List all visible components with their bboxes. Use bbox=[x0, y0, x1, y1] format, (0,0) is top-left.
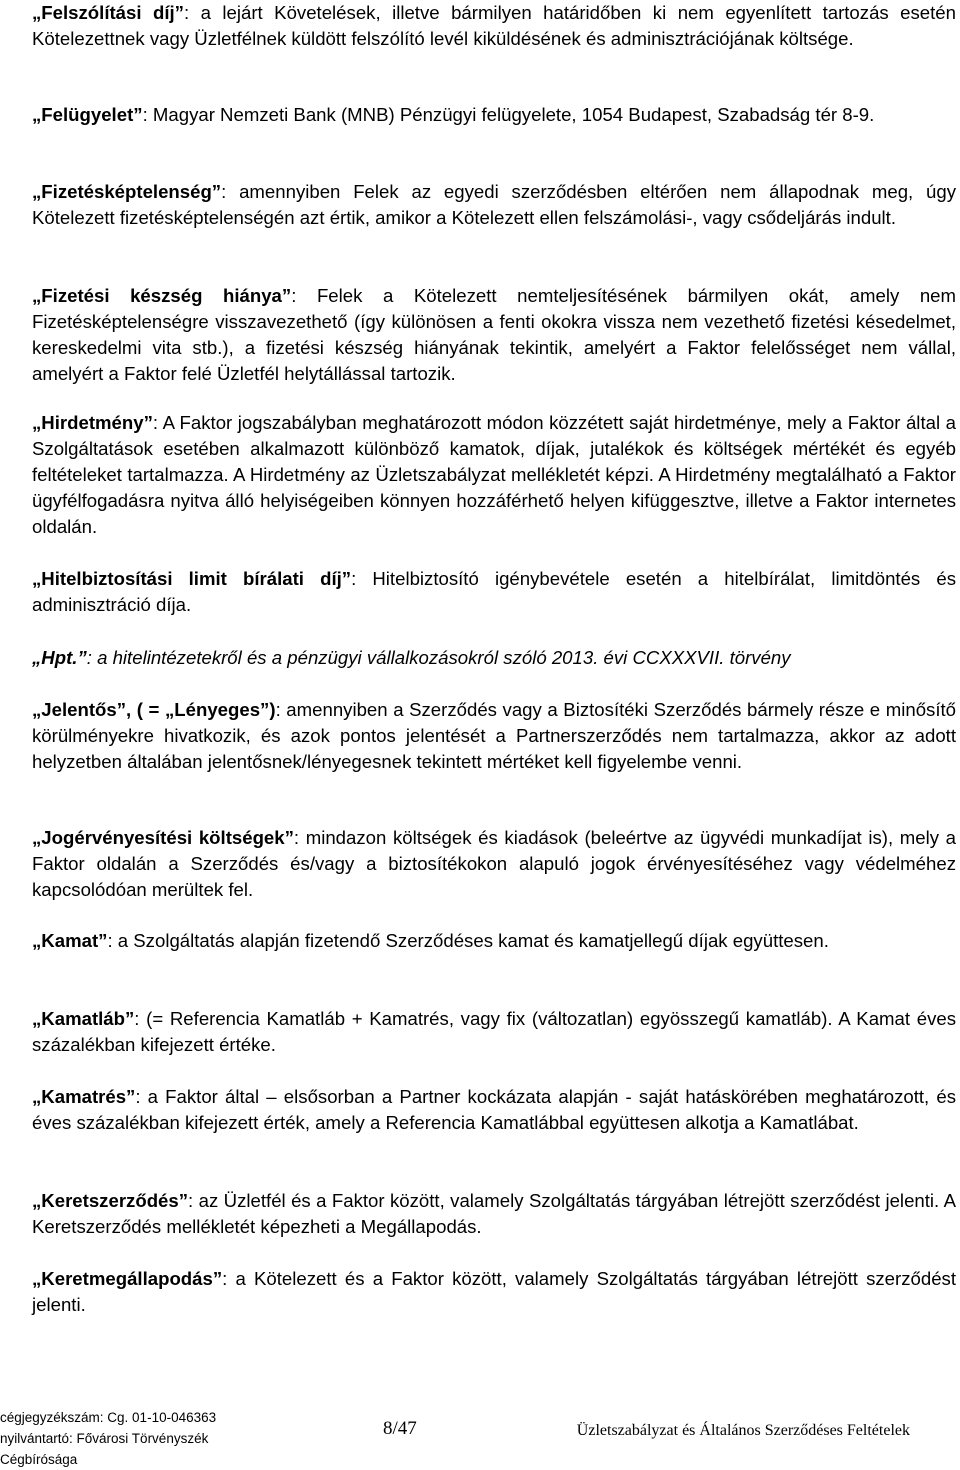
definition-keretszerzodes bbox=[32, 1188, 956, 1240]
definition-fizetesi-keszseg-hianya bbox=[32, 283, 956, 387]
definition-felugyelet bbox=[32, 102, 956, 128]
definition-hirdetmeny bbox=[32, 410, 956, 540]
definition-text: : Magyar Nemzeti Bank (MNB) Pénzügyi felügyelete, 1054 Budapest, Szabadság tér 8-9. bbox=[142, 104, 875, 125]
definition-text: : a Faktor által – elsősorban a Partner kockázata alapján - saját hatáskörében meghatározott, és éves százalékban kifejezett érték, amely a Referencia Kamatlábbal együttesen alkotja a Kamatlábat. bbox=[32, 1086, 956, 1133]
definition-term: „Hirdetmény” bbox=[32, 412, 153, 433]
definition-term: „Fizetési készség hiánya” bbox=[32, 285, 292, 306]
definition-text: : a hitelintézetekről és a pénzügyi vállalkozásokról szóló 2013. évi CCXXXVII. törvény bbox=[86, 647, 791, 668]
definition-text: : A Faktor jogszabályban meghatározott módon közzétett saját hirdetménye, mely a Faktor által a Szolgáltatások esetében alkalmazott különböző kamatok, díjak, jutalékok és költségek mértékét és egyéb feltételeket tartalmazza. A Hirdetmény az Üzletszabályzat mellékletét képzi. A Hirdetmény megtalálható a Faktor ügyfélfogadásra nyitva álló helyiségeiben könnyen hozzáférhető helyen kifüggesztve, illetve a Faktor internetes oldalán. bbox=[32, 412, 956, 537]
definition-text: : a Szolgáltatás alapján fizetendő Szerződéses kamat és kamatjellegű díjak együttesen. bbox=[107, 930, 829, 951]
definition-kamatlab bbox=[32, 1006, 956, 1058]
definition-text: : amennyiben a Szerződés vagy a Biztosítéki Szerződés bármely része e minősítő körülményekre hivatkozik, és azok pontos jelentését a Partnerszerződés nem tartalmazza, akkor az adott helyzetben általában jelentősnek/lényegesnek tekintett mértéket kell figyelembe venni. bbox=[32, 699, 956, 772]
definition-felszolitasi-dij bbox=[32, 0, 956, 52]
definition-term: „Hitelbiztosítási limit bírálati díj” bbox=[32, 568, 352, 589]
definition-jogervenyesitesi-koltsegek bbox=[32, 825, 956, 903]
definition-kamat bbox=[32, 928, 956, 954]
footer-registry bbox=[0, 1407, 300, 1470]
definition-hpt bbox=[32, 645, 956, 671]
definition-term: „Kamatrés” bbox=[32, 1086, 136, 1107]
footer-document-title: Üzletszabályzat és Általános Szerződéses Feltételek bbox=[576, 1422, 910, 1439]
definition-hitelbiztositasi-limit bbox=[32, 566, 956, 618]
definition-term: „Fizetésképtelenség” bbox=[32, 181, 222, 202]
definition-term: „Jogérvényesítési költségek” bbox=[32, 827, 294, 848]
footer-registry-line: cégjegyzékszám: Cg. 01-10-046363 bbox=[0, 1410, 217, 1425]
footer-registry-line: Cégbírósága bbox=[0, 1452, 78, 1467]
definition-text: : Felek a Kötelezett nemteljesítésének bármilyen okát, amely nem Fizetésképtelenségre visszavezethető (így különösen a fenti okokra vissza nem vezethető fizetési késedelmet, kereskedelmi vita stb.), a fizetési készség hiányának tekintik, amelyért a Faktor felelősséget nem vállal, amelyért a Faktor felé Üzletfél helytállással tartozik. bbox=[32, 285, 956, 384]
definition-kamatres bbox=[32, 1084, 956, 1136]
definition-term: „Felügyelet” bbox=[32, 104, 143, 125]
definition-term: „Hpt.” bbox=[32, 647, 87, 668]
definition-text: : az Üzletfél és a Faktor között, valamely Szolgáltatás tárgyában létrejött szerződést jelenti. A Keretszerződés mellékletét képezheti a Megállapodás. bbox=[32, 1190, 956, 1237]
definition-jelentos bbox=[32, 697, 956, 775]
definition-text: : a Kötelezett és a Faktor között, valamely Szolgáltatás tárgyában létrejött szerződést jelenti. bbox=[32, 1268, 956, 1315]
definition-text: : a lejárt Követelések, illetve bármilyen határidőben ki nem egyenlített tartozás esetén Kötelezettnek vagy Üzletfélnek küldött felszólító levél kiküldésének és adminisztrációjának költsége. bbox=[32, 2, 956, 49]
definition-term: „Felszólítási díj” bbox=[32, 2, 184, 23]
definition-term: „Kamat” bbox=[32, 930, 108, 951]
definition-text: : (= Referencia Kamatláb + Kamatrés, vagy fix (változatlan) egyösszegű kamatláb). A Kamat éves százalékban kifejezett értéke. bbox=[32, 1008, 956, 1055]
definition-term: „Keretmegállapodás” bbox=[32, 1268, 223, 1289]
definition-term: „Kamatláb” bbox=[32, 1008, 135, 1029]
footer-page-number: 8/47 bbox=[383, 1418, 417, 1439]
definition-term: „Keretszerződés” bbox=[32, 1190, 189, 1211]
definition-text: : mindazon költségek és kiadások (beleértve az ügyvédi munkadíjat is), mely a Faktor oldalán a Szerződés és/vagy a biztosítékokon alapuló jogok érvényesítéséhez vagy védelméhez kapcsolódóan merültek fel. bbox=[32, 827, 956, 900]
definition-text: : Hitelbiztosító igénybevétele esetén a hitelbírálat, limitdöntés és adminisztráció díja. bbox=[32, 568, 956, 615]
definition-term: „Jelentős”, ( = „Lényeges”) bbox=[32, 699, 276, 720]
footer-registry-line: nyilvántartó: Fővárosi Törvényszék bbox=[0, 1431, 209, 1446]
definition-fizeteskeptelenseg bbox=[32, 179, 956, 231]
definition-text: : amennyiben Felek az egyedi szerződésben eltérően nem állapodnak meg, úgy Kötelezett fizetésképtelenségén azt értik, amikor a Kötelezett ellen felszámolási-, vagy csődeljárás indult. bbox=[32, 181, 956, 228]
definition-keretmegallapodas bbox=[32, 1266, 956, 1318]
